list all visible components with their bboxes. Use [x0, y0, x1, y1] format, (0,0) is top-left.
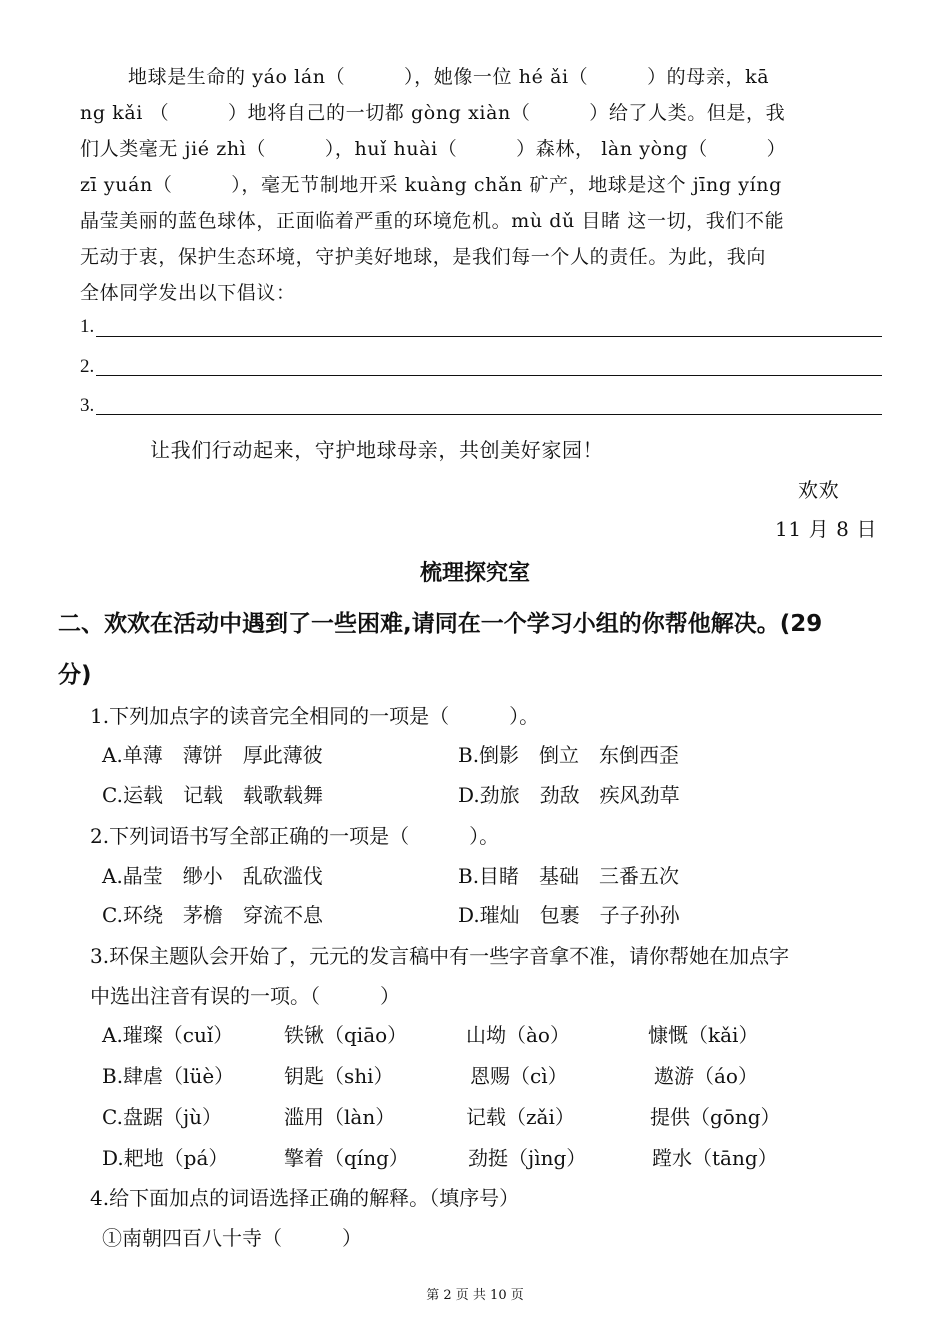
q3-c-3: 记载（zǎi） — [466, 1105, 575, 1129]
q2-option-b[interactable]: B.目睹 基础 三番五次 — [458, 864, 680, 888]
q3-stem-line1: 3.环保主题队会开始了，元元的发言稿中有一些字音拿不准，请你帮她在加点字 — [90, 944, 790, 968]
q1-option-b[interactable]: B.倒影 倒立 东倒西歪 — [458, 743, 680, 767]
date: 11 月 8 日 — [775, 517, 878, 541]
proposal-number-2: 2. — [80, 356, 95, 377]
proposal-number-1: 1. — [80, 316, 95, 337]
q3-d-3: 劲挺（jìng） — [468, 1146, 587, 1170]
q4-stem: 4.给下面加点的词语选择正确的解释。（填序号） — [90, 1186, 520, 1210]
q3-c-1[interactable]: C.盘踞（jù） — [102, 1105, 223, 1129]
page-footer: 第 2 页 共 10 页 — [426, 1288, 524, 1303]
q3-a-2: 铁锹（qiāo） — [284, 1023, 408, 1047]
q3-b-4: 遨游（áo） — [654, 1064, 758, 1088]
q3-d-4: 蹚水（tāng） — [652, 1146, 778, 1170]
q1-stem: 1.下列加点字的读音完全相同的一项是（ ）。 — [90, 704, 540, 728]
passage-line-1: 地球是生命的 yáo lán（ ），她像一位 hé ǎi（ ）的母亲，kā — [128, 66, 770, 88]
part2-heading-line1: 二、欢欢在活动中遇到了一些困难,请同在一个学习小组的你帮他解决。(29 — [58, 611, 823, 637]
q1-option-c[interactable]: C.运载 记载 载歌载舞 — [102, 783, 323, 807]
q1-option-d[interactable]: D.劲旅 劲敌 疾风劲草 — [458, 783, 680, 807]
passage-line-5: 晶莹美丽的蓝色球体，正面临着严重的环境危机。mù dǔ 目睹 这一切，我们不能 — [80, 210, 785, 232]
q3-b-3: 恩赐（cì） — [470, 1064, 568, 1088]
part2-heading-line2: 分) — [58, 662, 92, 688]
passage-line-6: 无动于衷，保护生态环境，守护美好地球，是我们每一个人的责任。为此，我向 — [80, 246, 767, 268]
signature: 欢欢 — [798, 478, 840, 502]
q2-stem: 2.下列词语书写全部正确的一项是（ ）。 — [90, 824, 500, 848]
passage-line-2: ng kǎi （ ）地将自己的一切都 gòng xiàn（ ）给了人类。但是，我 — [80, 102, 786, 124]
q3-c-2: 滥用（làn） — [284, 1105, 396, 1129]
q3-stem-line2: 中选出注音有误的一项。（ ） — [90, 984, 400, 1008]
q1-option-a[interactable]: A.单薄 薄饼 厚此薄彼 — [102, 743, 323, 767]
q2-option-c[interactable]: C.环绕 茅檐 穿流不息 — [102, 903, 323, 927]
q3-b-2: 钥匙（shi） — [284, 1064, 394, 1088]
passage-line-3: 们人类毫无 jié zhì（ ），huǐ huài（ ）森林， làn yòng（ ） — [80, 138, 787, 160]
q3-a-1[interactable]: A.璀璨（cuǐ） — [102, 1023, 234, 1047]
closing-line: 让我们行动起来，守护地球母亲，共创美好家园！ — [150, 438, 604, 462]
proposal-blank-2[interactable] — [96, 375, 882, 376]
q3-a-4: 慷慨（kǎi） — [648, 1023, 759, 1047]
passage-line-7: 全体同学发出以下倡议： — [80, 282, 296, 304]
section-title: 梳理探究室 — [419, 561, 530, 586]
proposal-blank-1[interactable] — [96, 336, 882, 337]
q2-option-d[interactable]: D.璀灿 包裹 子子孙孙 — [458, 903, 680, 927]
q3-d-2: 擎着（qíng） — [284, 1146, 409, 1170]
q4-item-1[interactable]: ①南朝四百八十寺（ ） — [102, 1226, 362, 1250]
proposal-number-3: 3. — [80, 395, 95, 416]
q3-b-1[interactable]: B.肆虐（lüè） — [102, 1064, 235, 1088]
q2-option-a[interactable]: A.晶莹 缈小 乱砍滥伐 — [102, 864, 323, 888]
q3-a-3: 山坳（ào） — [466, 1023, 570, 1047]
q3-c-4: 提供（gōng） — [650, 1105, 781, 1129]
passage-line-4: zī yuán（ ），毫无节制地开采 kuàng chǎn 矿产，地球是这个 jīng yíng — [80, 174, 782, 196]
q3-d-1[interactable]: D.耙地（pá） — [102, 1146, 229, 1170]
proposal-blank-3[interactable] — [96, 414, 882, 415]
